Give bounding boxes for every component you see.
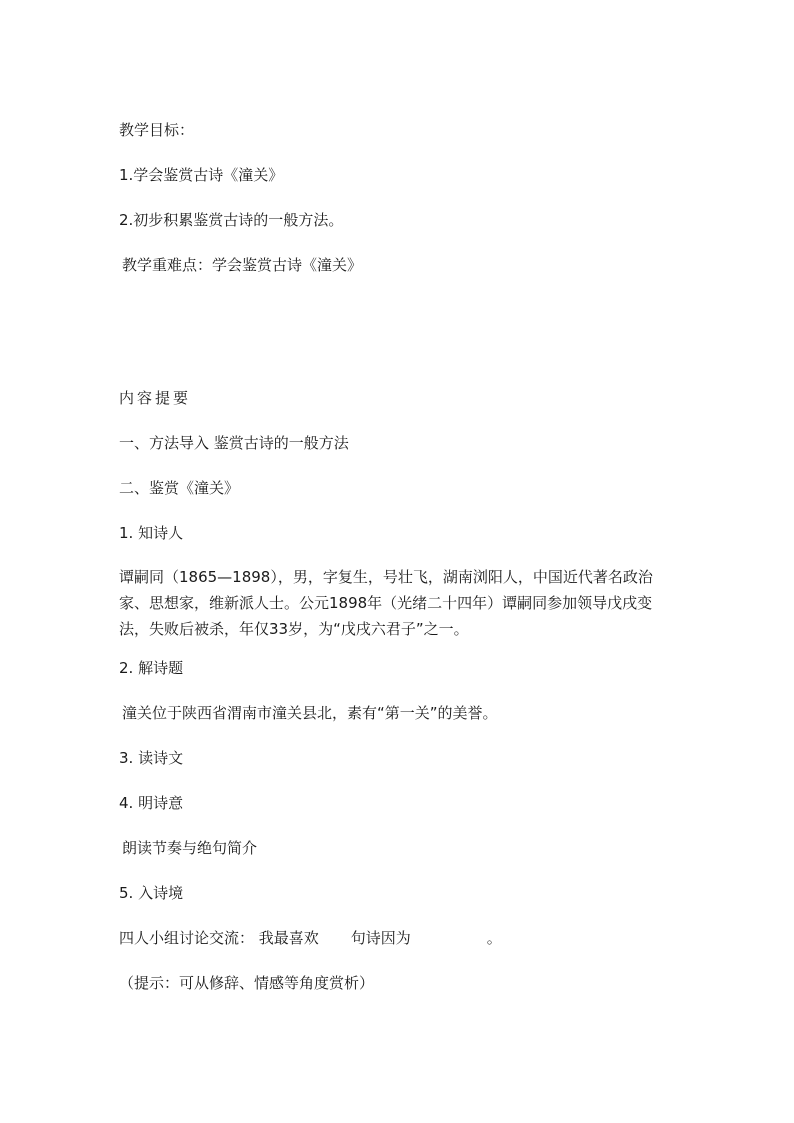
rhythm-intro-line: 朗读节奏与绝句简介 [122, 839, 258, 857]
goal-item-2: 2.初步积累鉴赏古诗的一般方法。 [119, 211, 344, 229]
discussion-prompt-end: 。 [486, 929, 502, 947]
discussion-prompt-start: 四人小组讨论交流： 我最喜欢 [119, 929, 319, 947]
poem-title-explanation: 潼关位于陕西省渭南市潼关县北，素有“第一关”的美誉。 [122, 704, 498, 722]
analysis-hint: （提示：可从修辞、情感等角度赏析） [119, 974, 375, 992]
step-1-title: 1. 知诗人 [119, 524, 184, 542]
discussion-prompt-middle: 句诗因为 [350, 929, 411, 947]
group-discussion-line [119, 927, 502, 949]
step-4-title: 4. 明诗意 [119, 794, 184, 812]
step-5-title: 5. 入诗境 [119, 884, 184, 902]
section-2-title: 二、鉴赏《潼关》 [119, 479, 240, 497]
section-1-title: 一、方法导入 鉴赏古诗的一般方法 [119, 434, 349, 452]
teaching-goals-heading: 教学目标： [119, 121, 195, 139]
content-summary-heading: 内容提要 [119, 389, 192, 407]
poet-bio-paragraph: 谭嗣同（1865—1898），男，字复生，号壮飞，湖南浏阳人，中国近代著名政治家、思想家，维新派人士。公元1898年（光绪二十四年）谭嗣同参加领导戊戌变法，失败后被杀，年仅33岁，为“戊戌六君子”之一。 [119, 568, 653, 638]
goal-item-1: 1.学会鉴赏古诗《潼关》 [119, 166, 284, 184]
step-2-title: 2. 解诗题 [119, 659, 184, 677]
key-point-line: 教学重难点：学会鉴赏古诗《潼关》 [122, 256, 363, 274]
step-3-title: 3. 读诗文 [119, 749, 184, 767]
